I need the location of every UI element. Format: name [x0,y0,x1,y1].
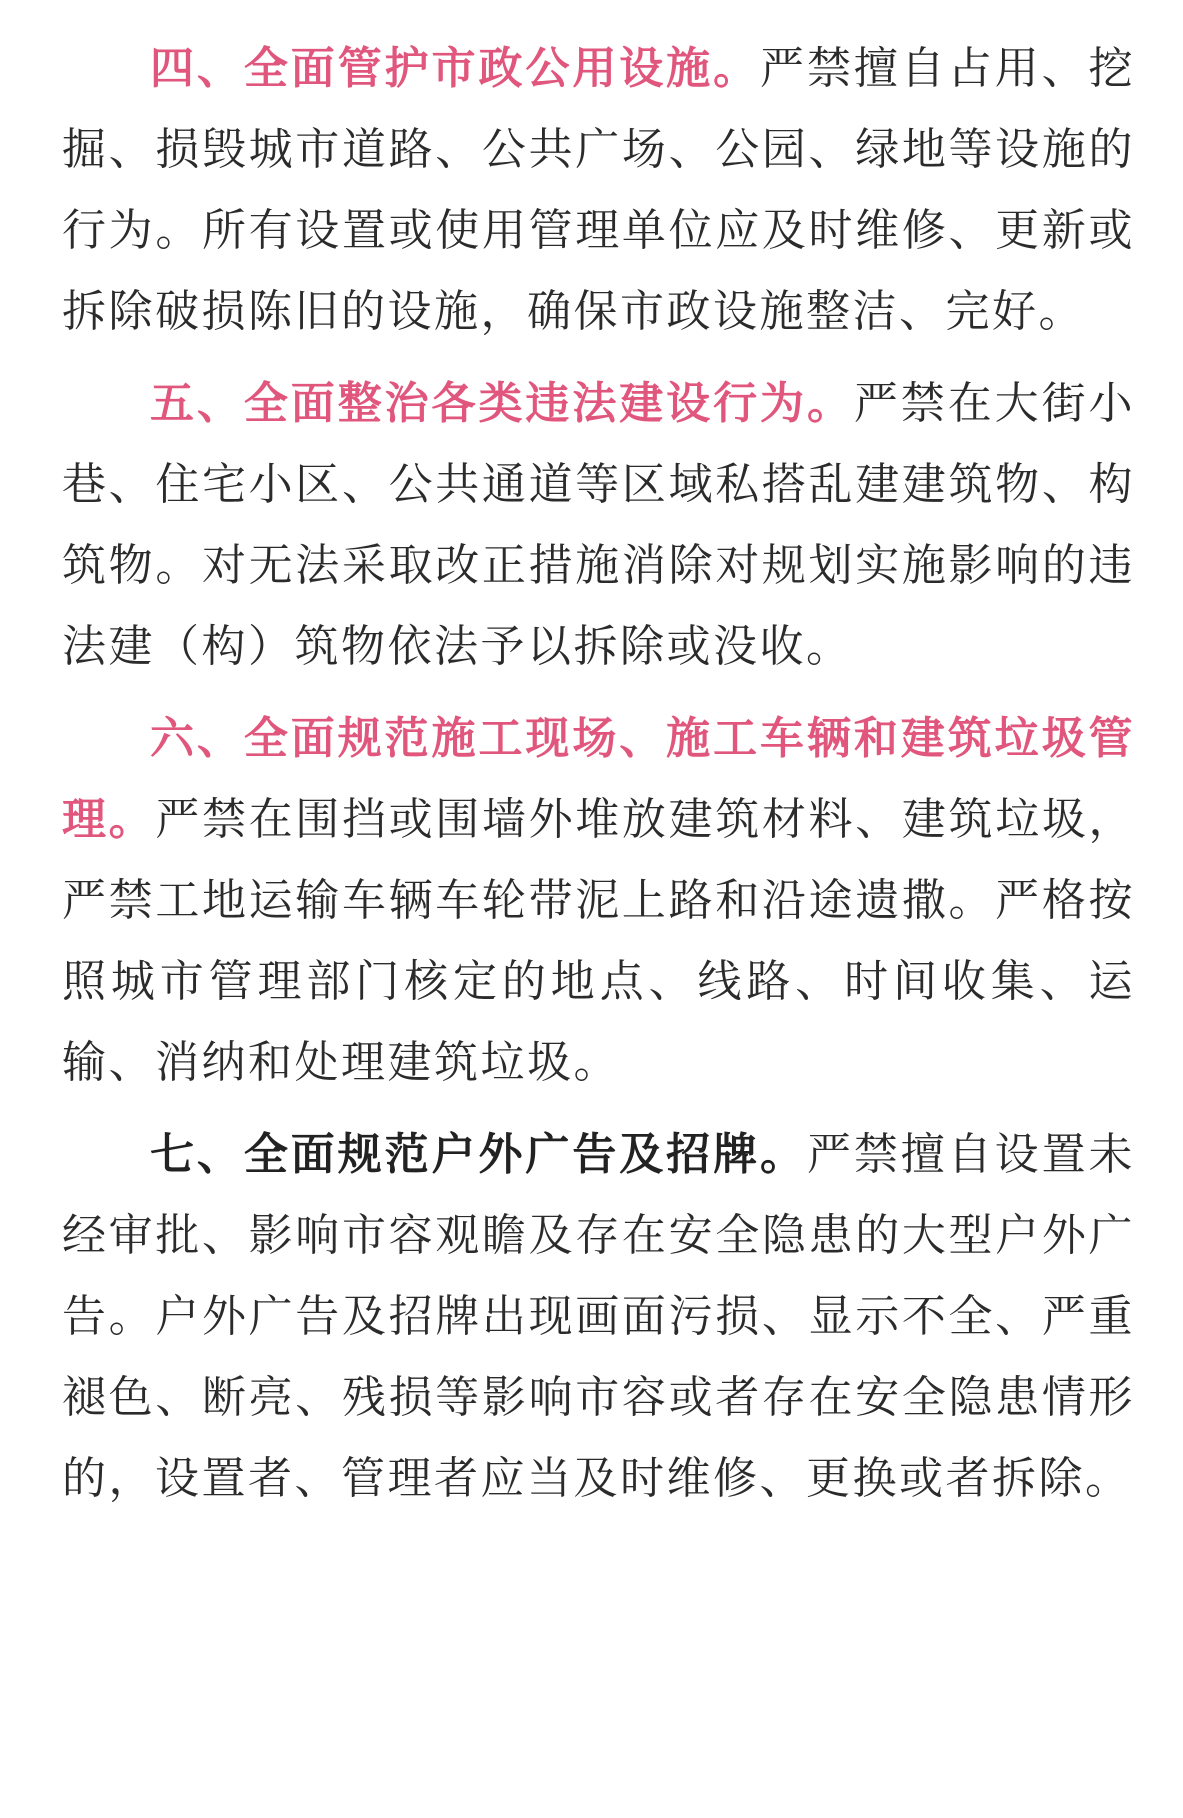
paragraph-construction-site [62,698,1135,1103]
paragraph-text: 严禁擅自占用、挖掘、损毁城市道路、公共广场、公园、绿地等设施的行为。所有设置或使用管理单位应及时维修、更新或拆除破损陈旧的设施，确保市政设施整洁、完好。 [62,43,1136,337]
paragraph-municipal-facilities [62,28,1135,352]
paragraph-outdoor-ads [62,1114,1135,1519]
paragraph-text: 严禁在大街小巷、住宅小区、公共通道等区域私搭乱建建筑物、构筑物。对无法采取改正措施消除对规划实施影响的违法建（构）筑物依法予以拆除或没收。 [62,378,1135,672]
paragraph-illegal-construction [62,363,1135,687]
paragraph-heading: 六、全面规范施工现场、施工车辆和建筑垃圾管理。 [62,713,1135,845]
paragraph-text: 严禁在围挡或围墙外堆放建筑材料、建筑垃圾，严禁工地运输车辆车轮带泥上路和沿途遗撒。严格按照城市管理部门核定的地点、线路、时间收集、运输、消纳和处理建筑垃圾。 [62,794,1136,1088]
paragraph-text: 严禁擅自设置未经审批、影响市容观瞻及存在安全隐患的大型户外广告。户外广告及招牌出现画面污损、显示不全、严重褪色、断亮、残损等影响市容或者存在安全隐患情形的，设置者、管理者应当及时维修、更换或者拆除。 [62,1129,1136,1504]
paragraph-heading: 七、全面规范户外广告及招牌。 [150,1129,807,1180]
paragraph-heading: 四、全面管护市政公用设施。 [150,43,761,94]
paragraph-heading: 五、全面整治各类违法建设行为。 [150,378,854,429]
